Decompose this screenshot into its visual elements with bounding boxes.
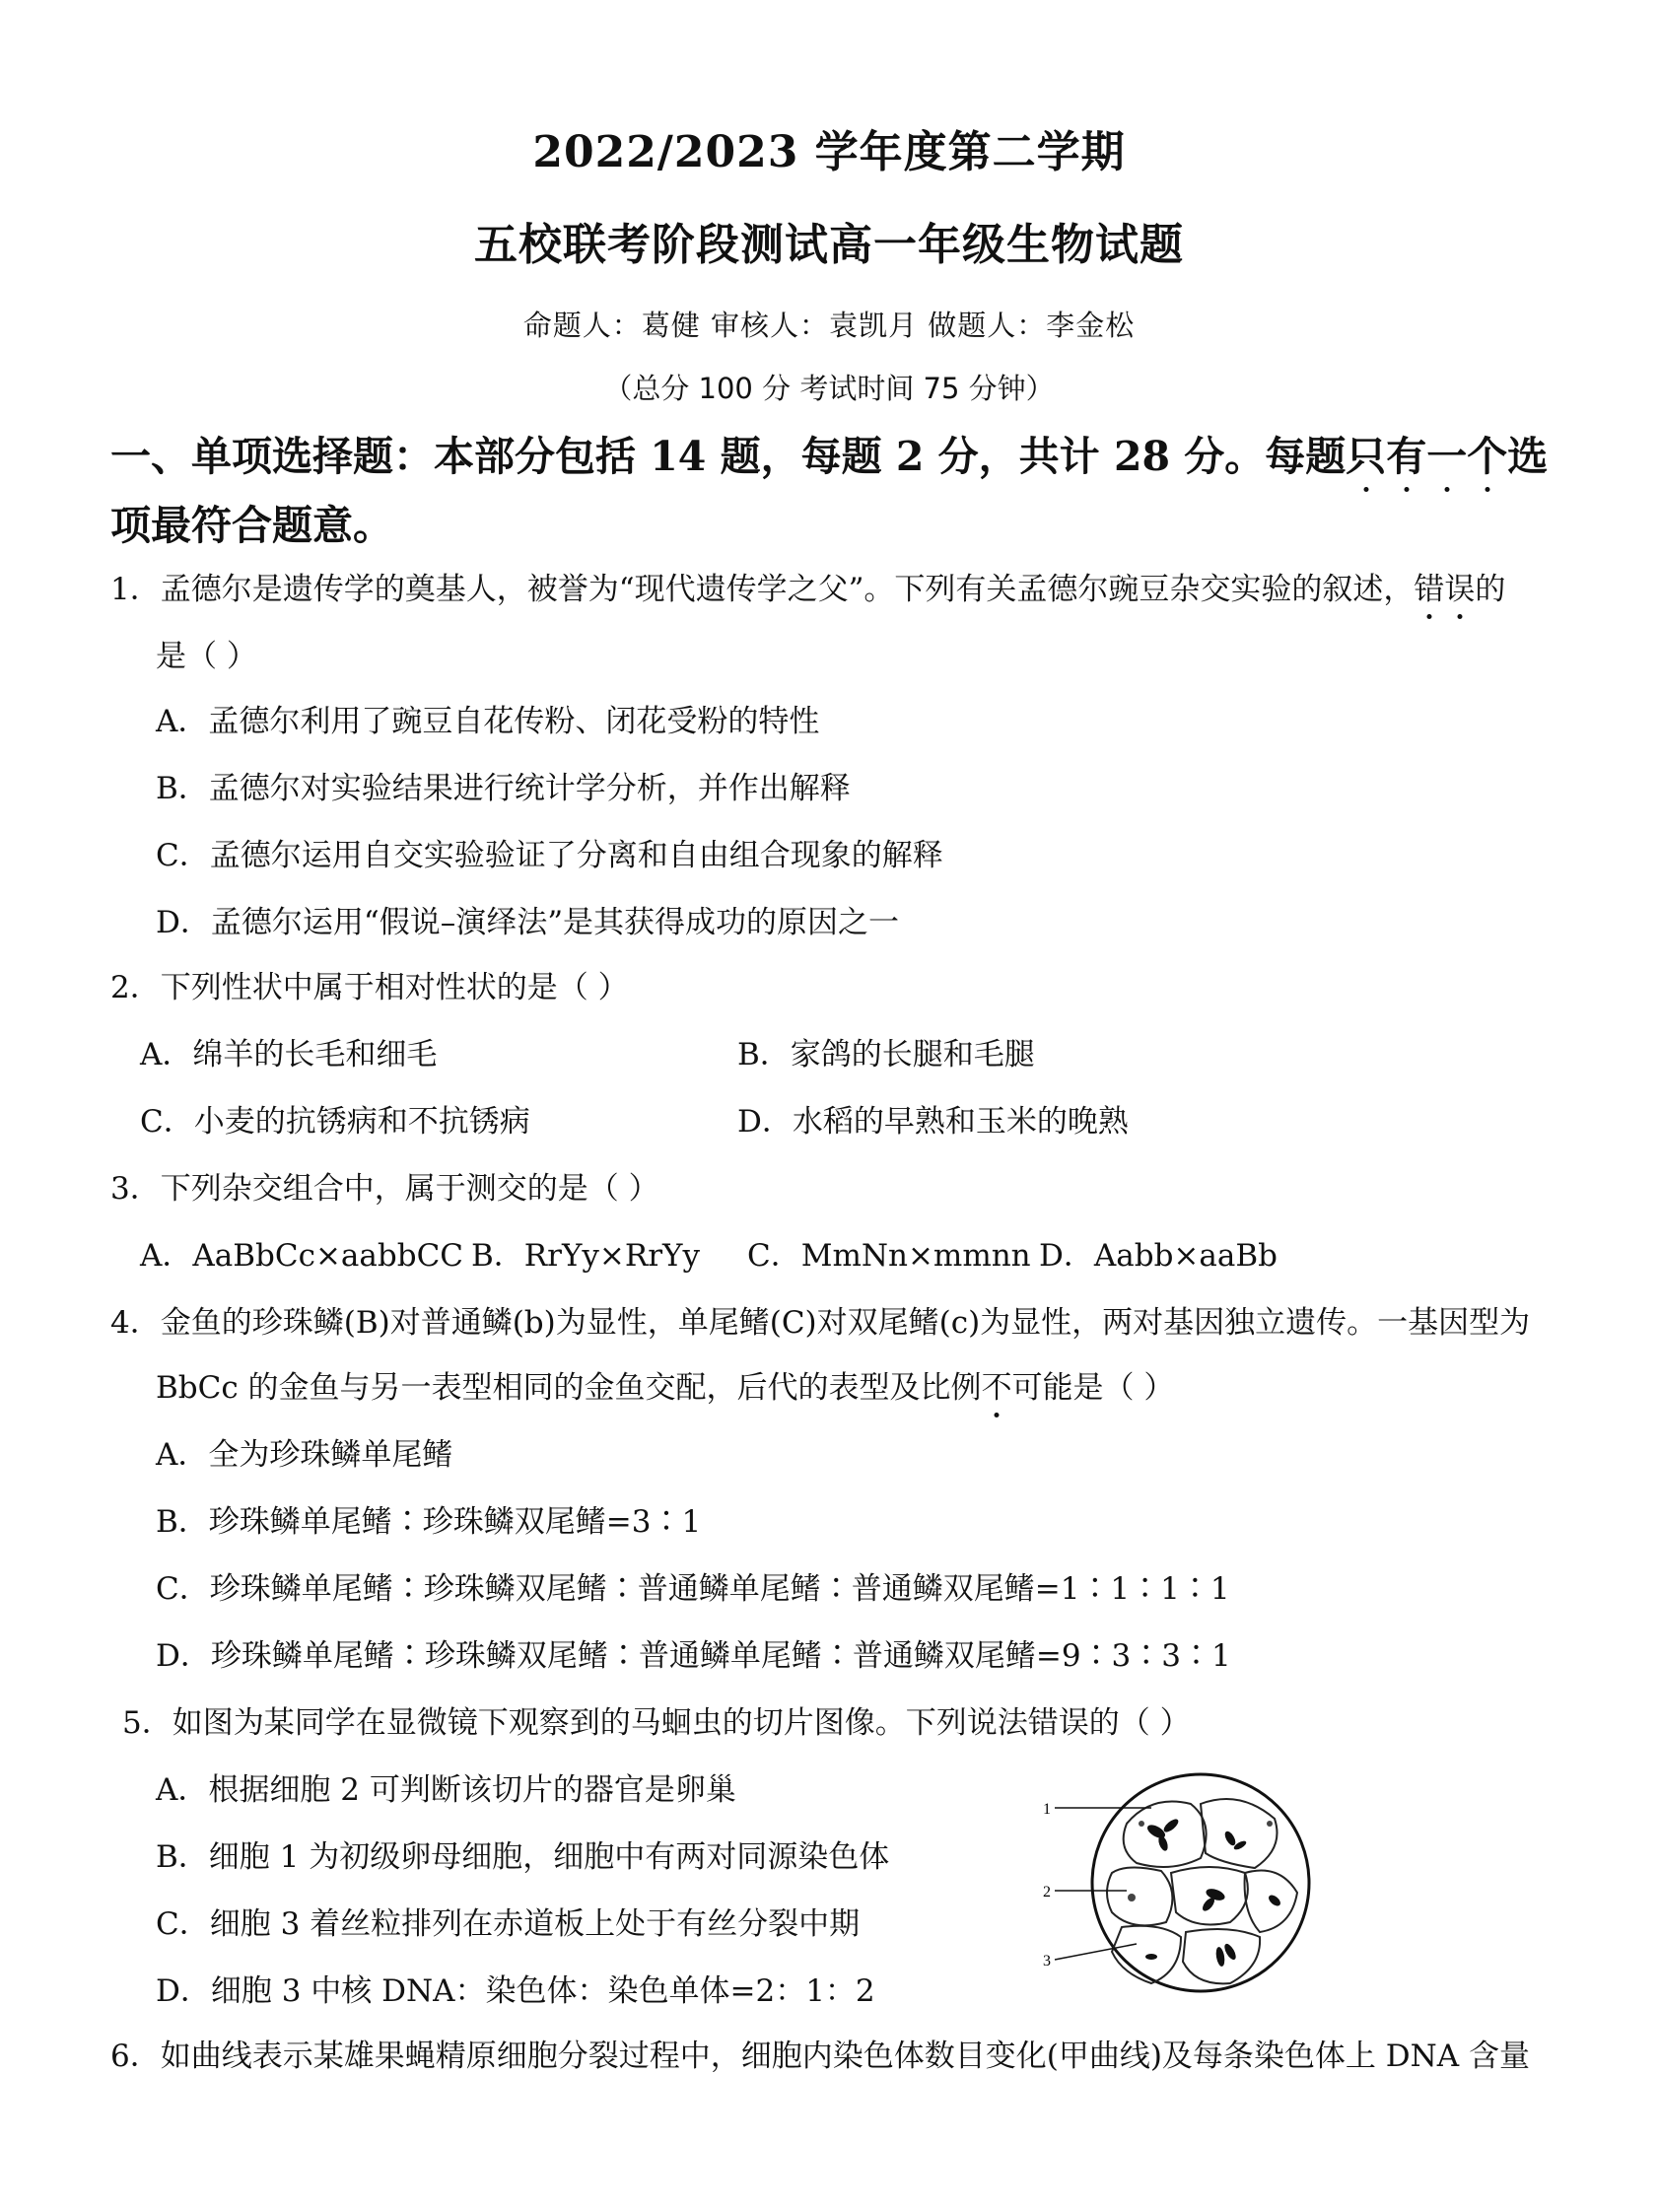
question-3-option-d: D．Aabb×aaBb xyxy=(1039,1238,1278,1274)
question-4-stem-cont xyxy=(156,1362,1174,1407)
exam-title: 五校联考阶段测试高一年级生物试题 xyxy=(474,220,1184,270)
figure-label-3: 3 xyxy=(1043,1953,1051,1970)
section-heading-text: 选 xyxy=(1507,433,1549,480)
question-5-option-b: B．细胞 1 为初级卵母细胞，细胞中有两对同源染色体 xyxy=(156,1839,890,1875)
question-4-option-c: C．珍珠鳞单尾鳍∶珍珠鳞双尾鳍∶普通鳞单尾鳍∶普通鳞双尾鳍=1∶1∶1∶1 xyxy=(156,1571,1230,1607)
question-6-stem: 6．如曲线表示某雄果蝇精原细胞分裂过程中，细胞内染色体数目变化(甲曲线)及每条染色体上 DNA 含量 xyxy=(110,2039,1530,2074)
question-1-stem xyxy=(110,564,1505,608)
question-4-stem: 4．金鱼的珍珠鳞(B)对普通鳞(b)为显性，单尾鳍(C)对双尾鳍(c)为显性，两对基因独立遗传。一基因型为 xyxy=(110,1305,1531,1341)
question-5-stem: 5．如图为某同学在显微镜下观察到的马蛔虫的切片图像。下列说法错误的（ ） xyxy=(122,1705,1191,1741)
question-4-option-b: B．珍珠鳞单尾鳍∶珍珠鳞双尾鳍=3∶1 xyxy=(156,1504,702,1540)
figure-label-2: 2 xyxy=(1043,1884,1051,1901)
question-4-option-d: D．珍珠鳞单尾鳍∶珍珠鳞双尾鳍∶普通鳞单尾鳍∶普通鳞双尾鳍=9∶3∶3∶1 xyxy=(156,1638,1231,1674)
section-heading-text: 项最符合题意。 xyxy=(110,502,393,549)
question-1-option-c: C．孟德尔运用自交实验验证了分离和自由组合现象的解释 xyxy=(156,838,943,873)
emphasis-char: 误 xyxy=(1444,572,1476,607)
question-4-option-a: A．全为珍珠鳞单尾鳍 xyxy=(156,1437,453,1473)
question-3-option-a: A．AaBbCc×aabbCC xyxy=(140,1238,464,1274)
question-3-option-b: B．RrYy×RrYy xyxy=(471,1238,701,1274)
question-3-option-c: C．MmNn×mmnn xyxy=(747,1238,1031,1274)
question-1-option-d: D．孟德尔运用“假说–演绎法”是其获得成功的原因之一 xyxy=(156,905,900,940)
micrograph-figure xyxy=(1033,1764,1319,2001)
question-2-stem: 2．下列性状中属于相对性状的是（ ） xyxy=(110,970,629,1005)
question-text: 1．孟德尔是遗传学的奠基人，被誉为“现代遗传学之父”。下列有关孟德尔豌豆杂交实验的叙述， xyxy=(110,572,1415,607)
question-text: BbCc 的金鱼与另一表型相同的金鱼交配，后代的表型及比例 xyxy=(156,1370,982,1406)
emphasis-char: 错 xyxy=(1414,572,1445,607)
question-5-option-a: A．根据细胞 2 可判断该切片的器官是卵巢 xyxy=(156,1772,736,1808)
question-text: 的 xyxy=(1475,572,1506,607)
question-1-option-b: B．孟德尔对实验结果进行统计学分析，并作出解释 xyxy=(156,771,851,806)
question-3-stem: 3．下列杂交组合中，属于测交的是（ ） xyxy=(110,1171,659,1207)
question-1-option-a: A．孟德尔利用了豌豆自花传粉、闭花受粉的特性 xyxy=(156,704,820,739)
score-time-line: （总分 100 分 考试时间 75 分钟） xyxy=(603,372,1055,405)
authors-line: 命题人：葛健 审核人：袁凯月 做题人：李金松 xyxy=(522,309,1136,342)
question-2-option-c: C．小麦的抗锈病和不抗锈病 xyxy=(140,1104,530,1140)
section-heading-text: 一、单项选择题：本部分包括 14 题，每题 2 分，共计 28 分。每题 xyxy=(110,433,1347,480)
emphasis-char: 有 xyxy=(1386,433,1427,480)
exam-term-title: 2022/2023 学年度第二学期 xyxy=(532,127,1126,177)
emphasis-char: 一 xyxy=(1426,433,1468,480)
question-1-stem-cont: 是（ ） xyxy=(156,639,257,674)
question-2-option-a: A．绵羊的长毛和细毛 xyxy=(140,1037,438,1072)
emphasis-char: 不 xyxy=(981,1370,1012,1406)
emphasis-char: 个 xyxy=(1467,433,1508,480)
question-5-option-d: D．细胞 3 中核 DNA：染色体：染色单体=2：1：2 xyxy=(156,1973,875,2009)
question-text: 可能是（ ） xyxy=(1011,1370,1175,1406)
section-heading xyxy=(110,422,1569,560)
emphasis-char: 只 xyxy=(1346,433,1387,480)
question-2-option-d: D．水稻的早熟和玉米的晚熟 xyxy=(737,1104,1129,1140)
micrograph-svg xyxy=(1033,1764,1319,2001)
question-2-option-b: B．家鸽的长腿和毛腿 xyxy=(737,1037,1035,1072)
question-5-option-c: C．细胞 3 着丝粒排列在赤道板上处于有丝分裂中期 xyxy=(156,1906,861,1942)
figure-label-1: 1 xyxy=(1043,1801,1051,1818)
